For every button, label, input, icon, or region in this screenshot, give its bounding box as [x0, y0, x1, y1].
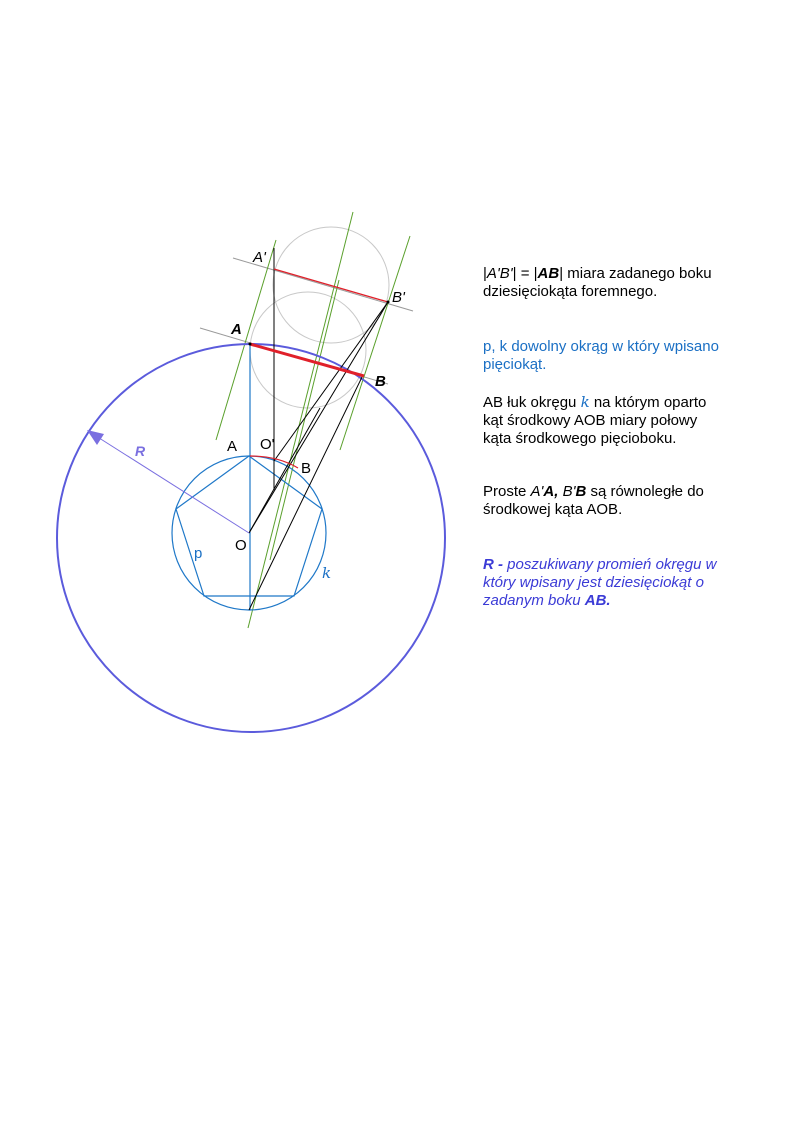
note-parallel	[483, 483, 723, 519]
note-radius	[483, 556, 723, 610]
note-segment-length	[483, 265, 723, 301]
green-line-3	[270, 280, 339, 560]
note3-text-a: AB łuk okręgu	[483, 394, 581, 411]
note-pentagon	[483, 338, 723, 374]
note4-text-a: Proste	[483, 483, 531, 500]
black-line-bottom-b	[249, 375, 363, 610]
note-arc	[483, 393, 723, 448]
green-line-4	[340, 236, 410, 450]
note1-a-prime-b-prime: A'B'	[486, 265, 513, 282]
radius-r-arrowhead	[87, 430, 104, 445]
label-a-bold: A	[231, 321, 242, 338]
green-line-1	[216, 240, 276, 440]
note2-text: p, k dowolny okrąg w który wpisano pięciokąt.	[483, 338, 719, 373]
label-b: B	[301, 460, 312, 477]
big-circle	[57, 344, 445, 732]
note4-a-prime: A'	[530, 483, 544, 500]
note3-k: k	[580, 393, 590, 411]
note4-a-bold: A,	[543, 483, 559, 500]
green-line-2	[248, 212, 353, 628]
pentagon-p	[176, 456, 322, 596]
note5-ab: AB.	[584, 592, 611, 609]
black-line-oprime-bprime	[274, 302, 388, 461]
black-line-o-bprime	[249, 302, 388, 533]
note5-r: R -	[483, 556, 503, 573]
note1-text-b: | = |	[512, 265, 538, 282]
note3-text-b: na którym oparto kąt środkowy AOB miary połowy kąta środkowego pięcioboku.	[483, 394, 707, 447]
label-b-prime: B'	[392, 289, 405, 306]
label-o: O	[235, 537, 247, 554]
label-a-prime: A'	[253, 249, 266, 266]
point-b-prime	[387, 301, 390, 304]
label-k: k	[322, 564, 332, 582]
note5-text: poszukiwany promień okręgu w który wpisany jest dziesięciokąt o zadanym boku	[483, 556, 717, 609]
label-b-bold: B	[375, 373, 386, 390]
label-o-prime: O'	[260, 436, 275, 453]
label-r: R	[135, 443, 146, 459]
label-p: p	[194, 545, 203, 562]
note1-text-a: |	[483, 265, 487, 282]
label-a: A	[227, 438, 238, 455]
note4-b-prime: B'	[558, 483, 576, 500]
note1-ab: AB	[537, 265, 560, 282]
note4-text-b: są równoległe do środkowej kąta AOB.	[483, 483, 704, 518]
note1-text-c: | miara zadanego boku dziesięciokąta foremnego.	[483, 265, 712, 300]
point-a	[249, 343, 252, 346]
note4-b-bold: B	[575, 483, 587, 500]
